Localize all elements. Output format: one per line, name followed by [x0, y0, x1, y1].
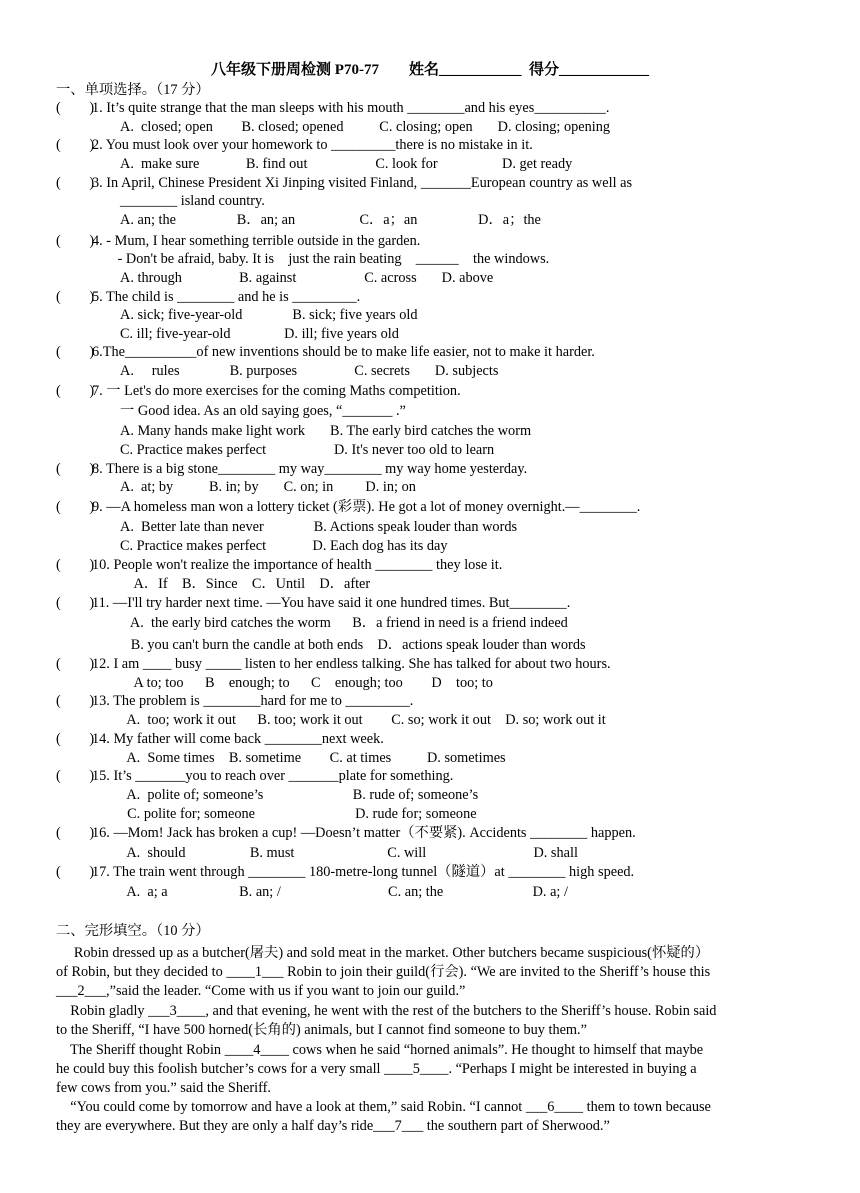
question-options: C. Practice makes perfect D. It's never too old to learn — [120, 442, 495, 458]
question-options: A. Some times B. sometime C. at times D. sometimes — [120, 750, 506, 766]
question-options: A. at; by B. in; by C. on; in D. in; on — [120, 479, 416, 495]
question-stem: 5. The child is ________ and he is _________. — [92, 289, 361, 305]
passage-line: they are everywhere. But they are only a half day’s ride___7___ the southern part of Sherwood.” — [56, 1118, 610, 1134]
question-stem: 14. My father will come back ________next week. — [92, 731, 384, 747]
question-options: B. you can't burn the candle at both ends D．actions speak louder than words — [120, 637, 586, 653]
answer-blank: ( ) — [56, 693, 95, 709]
question-stem: 3. In April, Chinese President Xi Jinping visited Finland, _______European country as well as — [92, 175, 633, 191]
answer-blank: ( ) — [56, 864, 95, 880]
question-stem: 7. 一 Let's do more exercises for the coming Maths competition. — [92, 383, 461, 399]
question-options: A. sick; five-year-old B. sick; five years old — [120, 307, 418, 323]
question-stem: 17. The train went through ________ 180-metre-long tunnel（隧道）at ________ high speed. — [92, 864, 635, 880]
answer-blank: ( ) — [56, 557, 95, 573]
page-title: 八年级下册周检测 P70-77 姓名___________ 得分____________ — [211, 62, 649, 78]
passage-line: he could buy this foolish butcher’s cows for a very small ____5____. “Perhaps I might be interested in buying a — [56, 1061, 697, 1077]
question-options: A. closed; open B. closed; opened C. closing; open D. closing; opening — [120, 119, 611, 135]
question-stem: 11. —I'll try harder next time. —You have said it one hundred times. But________. — [92, 595, 571, 611]
question-stem: 8. There is a big stone________ my way________ my way home yesterday. — [92, 461, 528, 477]
passage-line: “You could come by tomorrow and have a look at them,” said Robin. “I cannot ___6____ them to town because — [56, 1099, 711, 1115]
answer-blank: ( ) — [56, 175, 95, 191]
question-stem: 1. It’s quite strange that the man sleeps with his mouth ________and his eyes__________. — [92, 100, 610, 116]
question-options: C. polite for; someone D. rude for; someone — [120, 806, 477, 822]
answer-blank: ( ) — [56, 137, 95, 153]
question-options: A．If B．Since C．Until D．after — [120, 576, 371, 592]
answer-blank: ( ) — [56, 656, 95, 672]
question-options: A. Better late than never B. Actions speak louder than words — [120, 519, 518, 535]
question-options: A. make sure B. find out C. look for D. get ready — [120, 156, 573, 172]
answer-blank: ( ) — [56, 595, 95, 611]
question-stem: 16. —Mom! Jack has broken a cup! —Doesn’t matter（不要紧). Accidents ________ happen. — [92, 825, 636, 841]
answer-blank: ( ) — [56, 233, 95, 249]
question-options: 一 Good idea. As an old saying goes, “_______ .” — [120, 403, 406, 419]
question-stem: 15. It’s _______you to reach over _______plate for something. — [92, 768, 454, 784]
passage-line: ___2___,”said the leader. “Come with us if you want to join our guild.” — [56, 983, 466, 999]
answer-blank: ( ) — [56, 499, 95, 515]
section1-heading: 一、单项选择。（17 分） — [56, 82, 210, 98]
question-options: C. Practice makes perfect D. Each dog has its day — [120, 538, 448, 554]
question-options: A. an; the B．an; an C．a；an D．a；the — [120, 212, 541, 228]
question-options: A. polite of; someone’s B. rude of; someone’s — [120, 787, 479, 803]
passage-line: The Sheriff thought Robin ____4____ cows when he said “horned animals”. He thought to himself that maybe — [56, 1042, 704, 1058]
passage-line: to the Sheriff, “I have 500 horned(长角的) animals, but I cannot find someone to buy them.” — [56, 1022, 587, 1038]
question-options: A. through B. against C. across D. above — [120, 270, 494, 286]
question-options: A. a; a B. an; / C. an; the D. a; / — [120, 884, 568, 900]
passage-line: of Robin, but they decided to ____1___ Robin to join their guild(行会). “We are invited to the Sheriff’s house this — [56, 964, 711, 980]
question-stem: 9. —A homeless man won a lottery ticket (彩票). He got a lot of money overnight.—________. — [92, 499, 641, 515]
question-options: A. should B. must C. will D. shall — [120, 845, 578, 861]
passage-line: Robin gladly ___3____, and that evening, he went with the rest of the butchers to the Sheriff’s house. Robin said — [56, 1003, 717, 1019]
answer-blank: ( ) — [56, 461, 95, 477]
question-stem: 4. - Mum, I hear something terrible outside in the garden. — [92, 233, 421, 249]
answer-blank: ( ) — [56, 825, 95, 841]
question-stem: - Don't be afraid, baby. It is just the rain beating ______ the windows. — [114, 251, 550, 267]
question-options: A. Many hands make light work B. The early bird catches the worm — [120, 423, 532, 439]
answer-blank: ( ) — [56, 731, 95, 747]
question-stem: 10. People won't realize the importance of health ________ they lose it. — [92, 557, 503, 573]
question-options: A. rules B. purposes C. secrets D. subjects — [120, 363, 499, 379]
section2-heading: 二、完形填空。（10 分） — [56, 923, 210, 939]
question-stem: 12. I am ____ busy _____ listen to her endless talking. She has talked for about two hours. — [92, 656, 611, 672]
answer-blank: ( ) — [56, 289, 95, 305]
question-options: A. too; work it out B. too; work it out C. so; work it out D. so; work out it — [120, 712, 606, 728]
question-stem: 2. You must look over your homework to _________there is no mistake in it. — [92, 137, 533, 153]
answer-blank: ( ) — [56, 100, 95, 116]
question-options: ________ island country. — [120, 193, 265, 209]
answer-blank: ( ) — [56, 768, 95, 784]
question-stem: 13. The problem is ________hard for me to _________. — [92, 693, 414, 709]
question-stem: 6.The__________of new inventions should be to make life easier, not to make it harder. — [92, 344, 595, 360]
question-options: C. ill; five-year-old D. ill; five years old — [120, 326, 399, 342]
passage-line: few cows from you.” said the Sheriff. — [56, 1080, 271, 1096]
answer-blank: ( ) — [56, 383, 95, 399]
question-options: A to; too B enough; to C enough; too D too; to — [120, 675, 493, 691]
question-options: A. the early bird catches the worm B．a friend in need is a friend indeed — [120, 615, 568, 631]
passage-line: Robin dressed up as a butcher(屠夫) and sold meat in the market. Other butchers became suspicious(怀疑的） — [56, 945, 710, 961]
answer-blank: ( ) — [56, 344, 95, 360]
